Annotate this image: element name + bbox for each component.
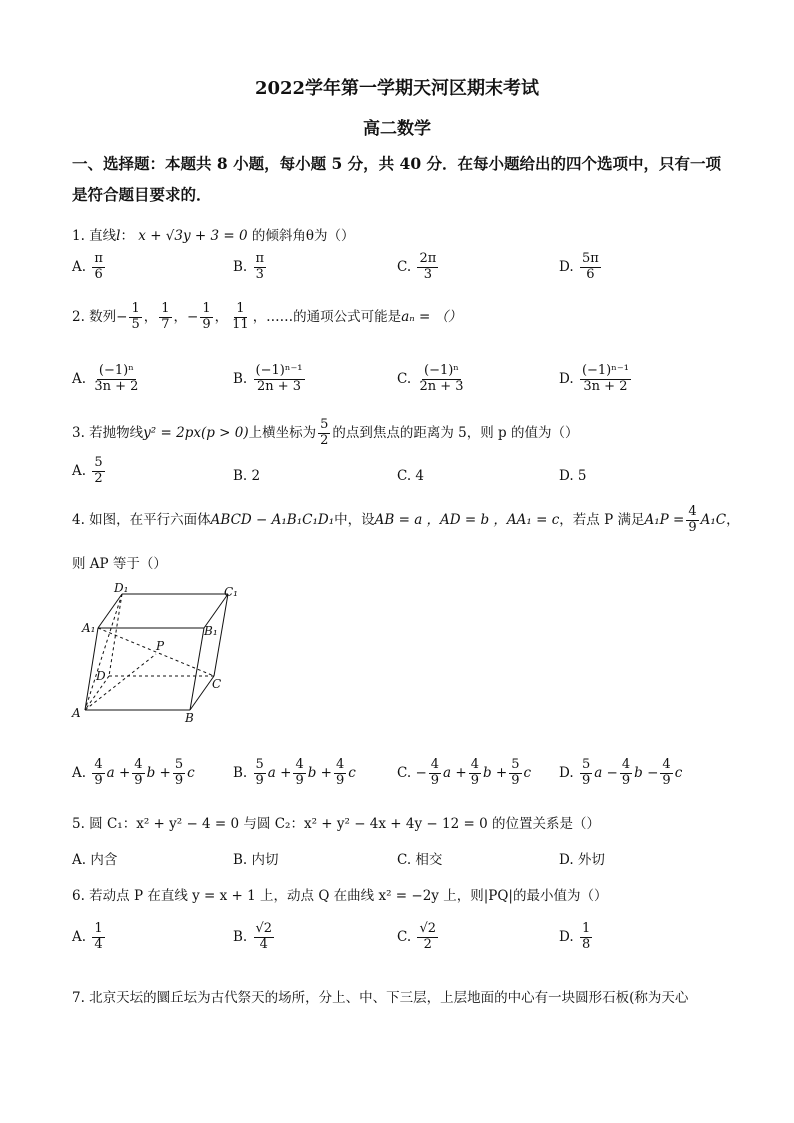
q3-option-c: C. 4 [397,468,425,484]
q2-option-c: C. $\frac{\text{(−1)ⁿ}}{2n + 3}$ [397,363,464,394]
label-d1: D₁ [114,582,129,595]
section-heading-line2: 是符合题目要求的． [72,185,212,204]
question-2: 2. 数列− $\frac{1}{5}$ ， $\frac{1}{7}$ ，− $\frac{1}{9}$ ， $\frac{1}{11}$ ，……的通项公式可能是aₙ = （） [72,301,462,332]
q1-option-a: A. $\frac{\pi}{6}$ [72,251,103,282]
q6-option-c: C. $\frac{√2}{2}$ [397,921,436,952]
q2-term-3: $\frac{1}{9}$ [202,301,211,332]
q2-option-a: A. $\frac{\text{(−1)ⁿ}}{3n + 2}$ [72,363,139,394]
page-title: 2022学年第一学期天河区期末考试 [254,78,540,99]
q1-prefix: 1. 直线 [72,228,117,244]
q4-vectors: AB = a ，AD = b ，AA₁ = c [374,511,560,528]
question-3: 3. 若抛物线y² = 2px(p > 0)上横坐标为 $\frac{5}{2}$ 的点到焦点的距离为 5，则 p 的值为（） [72,417,579,448]
question-6: 6. 若动点 P 在直线 y = x + 1 上，动点 Q 在曲线 x² = −2y 上，则|PQ|的最小值为（） [72,888,608,904]
q2-term-4: $\frac{1}{11}$ [232,301,249,332]
q4-option-b: B. $\frac{5}{9}$ a + $\frac{4}{9}$ b + $\frac{4}{9}$ c [233,757,356,788]
label-c1: C₁ [224,585,238,599]
q2-term-2: $\frac{1}{7}$ [161,301,170,332]
parallelepiped-figure [70,582,250,727]
q6-option-d: D. $\frac{1}{8}$ [559,921,591,952]
q2-term-1: $\frac{1}{5}$ [131,301,140,332]
page-subtitle: 高二数学 [363,119,431,139]
question-5: 5. 圆 C₁：x² + y² − 4 = 0 与圆 C₂：x² + y² − 4x + 4y − 12 = 0 的位置关系是（） [72,816,600,832]
question-4-line2: 则 AP 等于（） [72,556,167,572]
q5-option-c: C. 相交 [397,852,443,868]
q6-option-b: B. $\frac{√2}{4}$ [233,921,273,952]
q2-option-d: D. $\frac{\text{(−1)ⁿ⁻¹}}{3n + 2}$ [559,363,629,394]
q4-option-d: D. $\frac{5}{9}$ a − $\frac{4}{9}$ b − $\frac{4}{9}$ c [559,757,683,788]
question-7: 7. 北京天坛的圜丘坛为古代祭天的场所，分上、中、下三层，上层地面的中心有一块圆形石板(称为天心 [72,990,689,1006]
q5-option-d: D. 外切 [559,852,605,868]
q4-option-a: A. $\frac{4}{9}$ a + $\frac{4}{9}$ b + $\frac{5}{9}$ c [72,757,195,788]
label-p: P [156,639,165,653]
q3-option-d: D. 5 [559,468,587,484]
q1-suffix: 的倾斜角θ为（） [251,228,355,244]
q1-equation: x + √3y + 3 = 0 [138,228,248,244]
label-d: D [96,669,106,683]
q3-option-a: A. $\frac{5}{2}$ [72,455,103,486]
section-heading-line1: 一、选择题：本题共 8 小题，每小题 5 分，共 40 分．在每小题给出的四个选项中，只有一项 [72,154,722,173]
q5-option-b: B. 内切 [233,852,279,868]
q6-option-a: A. $\frac{1}{4}$ [72,921,103,952]
label-a1: A₁ [82,621,96,635]
q1-colon: ： [120,228,134,244]
question-4: 4. 如图，在平行六面体ABCD − A₁B₁C₁D₁中，设AB = a ，AD = b ，AA₁ = c，若点 P 满足A₁P = $\frac{4}{9}$ A₁C， [72,504,740,535]
label-a: A [72,706,81,720]
q1-option-b: B. $\frac{\pi}{3}$ [233,251,265,282]
q2-option-b: B. $\frac{\text{(−1)ⁿ⁻¹}}{2n + 3}$ [233,363,303,394]
q5-option-a: A. 内含 [72,852,118,868]
q3-option-b: B. 2 [233,468,261,484]
q1-option-c: C. $\frac{2\pi}{3}$ [397,251,437,282]
label-c: C [212,677,222,691]
label-b1: B₁ [204,624,218,638]
q4-option-c: C. − $\frac{4}{9}$ a + $\frac{4}{9}$ b + $\frac{5}{9}$ c [397,757,532,788]
q1-var: l [116,228,121,244]
question-1 [72,224,355,244]
label-b: B [185,711,194,725]
q1-option-d: D. $\frac{5\pi}{6}$ [559,251,599,282]
